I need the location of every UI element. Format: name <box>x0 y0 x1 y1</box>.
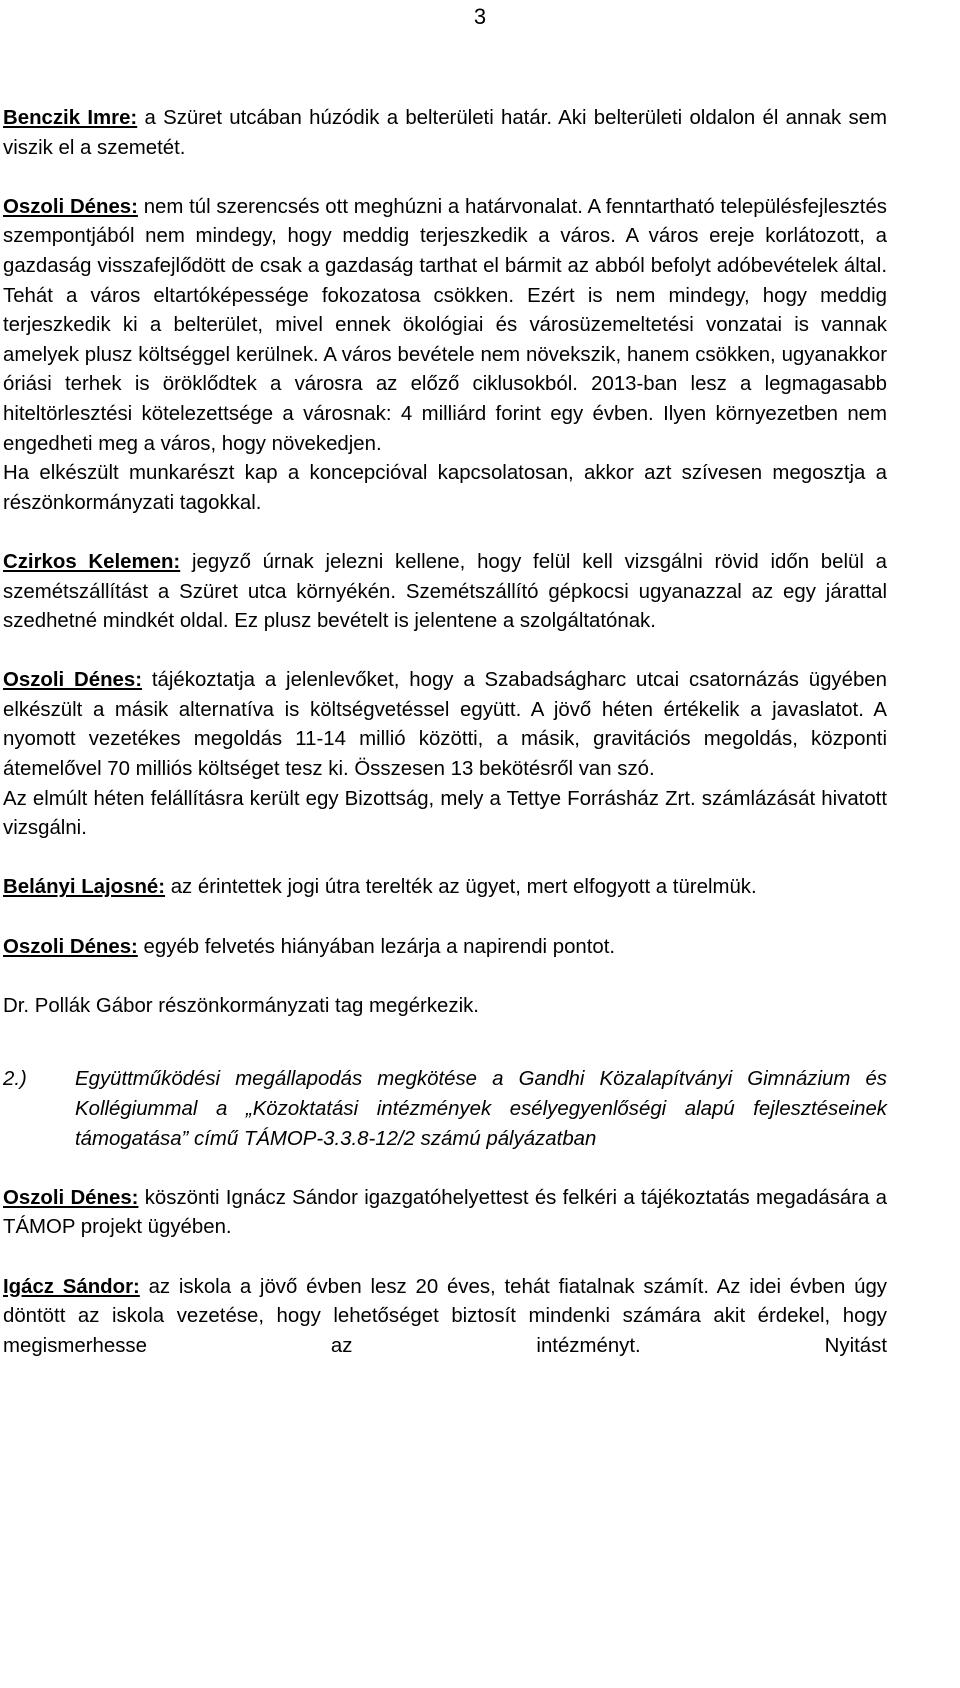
agenda-item-title: Együttműködési megállapodás megkötése a Gandhi Közalapítványi Gimnázium és Kollégiummal a „Közoktatási intézmények esélyegyenlőségi alapú fejlesztéseinek támogatása” című TÁMOP-3.3.8-12/2 számú pályázatban <box>75 1068 887 1150</box>
speaker-name: Oszoli Dénes: <box>3 1186 139 1209</box>
page-number: 3 <box>473 4 487 29</box>
paragraph-text: egyéb felvetés hiányában lezárja a napirendi pontot. <box>137 935 616 958</box>
document-body <box>3 104 887 1361</box>
paragraph-text: köszönti Ignácz Sándor igazgatóhelyettest és felkéri a tájékoztatás megadására a TÁMOP projekt ügyében. <box>3 1186 887 1239</box>
paragraph-oszoli-denes-2-continuation: Az elmúlt héten felállításra került egy Bizottság, mely a Tettye Forrásház Zrt. számlázását hivatott vizsgálni. <box>3 787 887 840</box>
paragraph-czirkos-kelemen <box>3 548 887 637</box>
paragraph-oszoli-denes-4 <box>3 1184 887 1243</box>
agenda-item-number: 2.) <box>3 1068 27 1091</box>
paragraph-benczik-imre <box>3 104 887 163</box>
paragraph-text: jegyző úrnak jelezni kellene, hogy felül kell vizsgálni rövid időn belül a szemétszállítást a Szüret utca környékén. Szemétszállító gépkocsi ugyanazzal az egy járattal szedhetné mindkét oldal. Ez plusz bevételt is jelentene a szolgáltatónak. <box>3 550 887 633</box>
agenda-item <box>3 1065 887 1154</box>
speaker-name: Oszoli Dénes: <box>3 935 138 958</box>
speaker-name: Belányi Lajosné: <box>3 876 166 899</box>
paragraph-arrival-note: Dr. Pollák Gábor részönkormányzati tag megérkezik. <box>3 994 479 1017</box>
paragraph-text: a Szüret utcában húzódik a belterületi határ. Aki belterületi oldalon él annak sem viszik el a szemetét. <box>3 107 887 159</box>
paragraph-oszoli-denes-3 <box>3 933 887 963</box>
paragraph-text: nem túl szerencsés ott meghúzni a határvonalat. A fenntartható településfejlesztés szempontjából nem mindegy, hogy meddig terjeszkedik a város. A város ereje korlátozott, a gazdaság visszafejlődött de csak a gazdaság tarthat el bármit az abból befolyt adóbevételek által. Tehát a város eltartóképessége fokozatosa csökken. Ezért is nem mindegy, hogy meddig terjeszkedik ki a belterület, mivel ennek ökológiai és városüzemeltetési vonzatai is vannak amelyek plusz költséggel kerülnek. A város bevétele nem növekszik, hanem csökken, ugyanakkor óriási terhek is öröklődtek a városra az előző ciklusokból. 2013-ban lesz a legmagasabb hiteltörlesztési kötelezettsége a városnak: 4 milliárd forint egy évben. Ilyen környezetben nem engedheti meg a város, hogy növekedjen. <box>3 195 887 455</box>
paragraph-oszoli-denes-1 <box>3 193 887 459</box>
paragraph-igacz-sandor <box>3 1273 887 1362</box>
speaker-name: Igácz Sándor: <box>3 1275 140 1298</box>
paragraph-belanyi-lajosne <box>3 873 887 903</box>
paragraph-oszoli-denes-1-continuation: Ha elkészült munkarészt kap a koncepcióval kapcsolatosan, akkor azt szívesen megosztja a részönkormányzati tagokkal. <box>3 462 887 514</box>
speaker-name: Oszoli Dénes: <box>3 195 138 218</box>
speaker-name: Benczik Imre: <box>3 107 138 129</box>
paragraph-text: az érintettek jogi útra terelték az ügyet, mert elfogyott a türelmük. <box>165 876 757 899</box>
paragraph-text: tájékoztatja a jelenlevőket, hogy a Szabadságharc utcai csatornázás ügyében elkészült a másik alternatíva is költségvetéssel együtt. A jövő héten értékelik a javaslatot. A nyomott vezetékes megoldás 11-14 millió közötti, a másik, gravitációs megoldás, központi átemelővel 70 milliós költséget tesz ki. Összesen 13 bekötésről van szó. <box>3 669 887 781</box>
speaker-name: Czirkos Kelemen: <box>3 550 181 573</box>
paragraph-oszoli-denes-2 <box>3 666 887 784</box>
speaker-name: Oszoli Dénes: <box>3 669 143 692</box>
paragraph-text: az iskola a jövő évben lesz 20 éves, tehát fiatalnak számít. Az idei évben úgy döntött az iskola vezetése, hogy lehetőséget biztosít mindenki számára akit érdekel, hogy megismerhesse az intézményt. Nyitást <box>3 1275 887 1357</box>
